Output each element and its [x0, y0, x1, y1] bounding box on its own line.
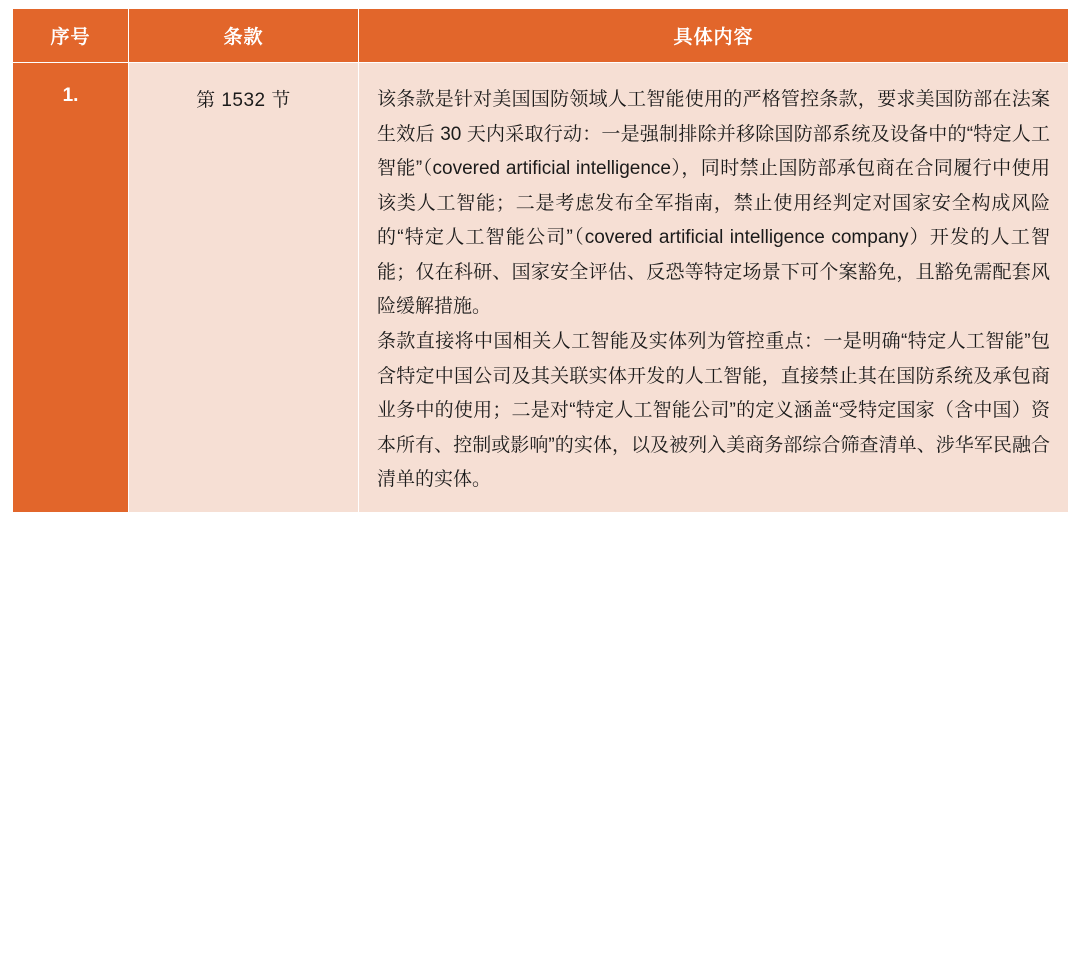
row-index: 1.	[13, 63, 129, 513]
clause-table	[12, 8, 1069, 513]
table-header-row	[13, 9, 1069, 63]
column-header-content: 具体内容	[359, 9, 1069, 63]
row-content	[359, 63, 1069, 513]
column-header-index: 序号	[13, 9, 129, 63]
column-header-clause: 条款	[129, 9, 359, 63]
content-paragraph-2: 条款直接将中国相关人工智能及实体列为管控重点：一是明确“特定人工智能”包含特定中国公司及其关联实体开发的人工智能，直接禁止其在国防系统及承包商业务中的使用；二是对“特定人工智能公司”的定义涵盖“受特定国家（含中国）资本所有、控制或影响”的实体，以及被列入美商务部综合筛查清单、涉华军民融合清单的实体。	[377, 331, 1050, 491]
table-body	[13, 63, 1069, 513]
content-paragraph-1: 该条款是针对美国国防领域人工智能使用的严格管控条款，要求美国防部在法案生效后 30 天内采取行动：一是强制排除并移除国防部系统及设备中的“特定人工智能”（covered artificial intelligence），同时禁止国防部承包商在合同履行中使用该类人工智能；二是考虑发布全军指南，禁止使用经判定对国家安全构成风险的“特定人工智能公司”（covered artificial intelligence company）开发的人工智能；仅在科研、国家安全评估、反恐等特定场景下可个案豁免，且豁免需配套风险缓解措施。	[377, 89, 1050, 318]
table-row	[13, 63, 1069, 513]
table-header	[13, 9, 1069, 63]
row-clause: 第 1532 节	[129, 63, 359, 513]
